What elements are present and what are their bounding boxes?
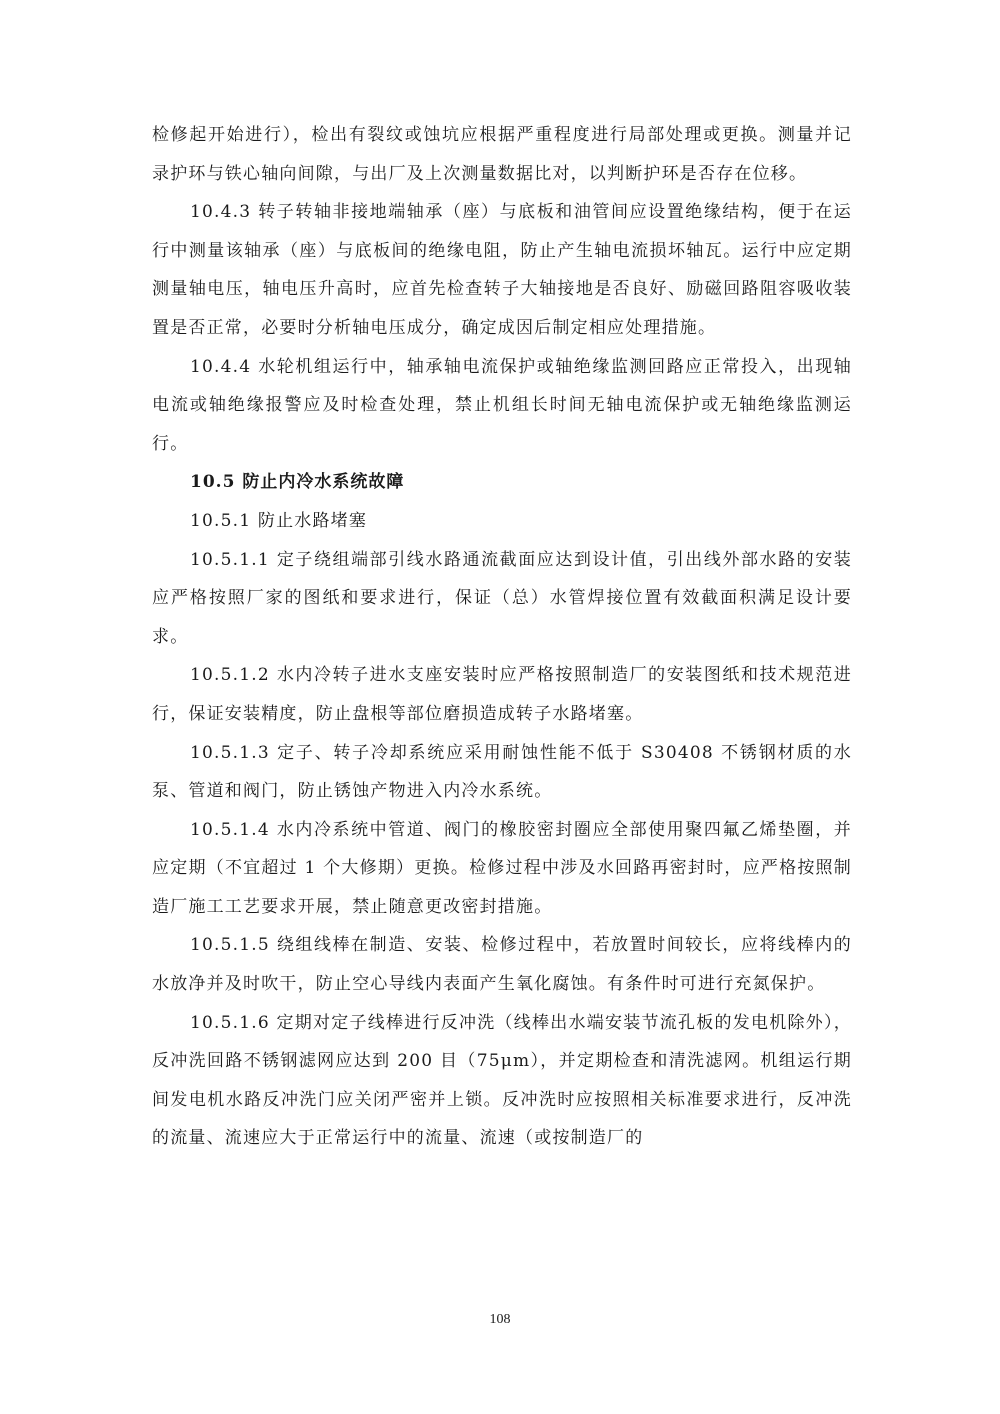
paragraph-10-5-1-4: 10.5.1.4 水内冷系统中管道、阀门的橡胶密封圈应全部使用聚四氟乙烯垫圈，并应定期（不宜超过 1 个大修期）更换。检修过程中涉及水回路再密封时，应严格按照制造厂施工工艺要求开展，禁止随意更改密封措施。	[152, 819, 852, 917]
paragraph-10-5-1-3: 10.5.1.3 定子、转子冷却系统应采用耐蚀性能不低于 S30408 不锈钢材质的水泵、管道和阀门，防止锈蚀产物进入内冷水系统。	[152, 742, 852, 802]
paragraph-10-4-3: 10.4.3 转子转轴非接地端轴承（座）与底板和油管间应设置绝缘结构，便于在运行中测量该轴承（座）与底板间的绝缘电阻，防止产生轴电流损坏轴瓦。运行中应定期测量轴电压，轴电压升高时，应首先检查转子大轴接地是否良好、励磁回路阻容吸收装置是否正常，必要时分析轴电压成分，确定成因后制定相应处理措施。	[152, 202, 852, 338]
page-number: 108	[489, 1312, 511, 1327]
paragraph-10-4-4: 10.4.4 水轮机组运行中，轴承轴电流保护或轴绝缘监测回路应正常投入，出现轴电流或轴绝缘报警应及时检查处理，禁止机组长时间无轴电流保护或无轴绝缘监测运行。	[152, 356, 852, 454]
subsection-heading-10-5-1: 10.5.1 防止水路堵塞	[190, 510, 368, 531]
paragraph-10-5-1-1: 10.5.1.1 定子绕组端部引线水路通流截面应达到设计值，引出线外部水路的安装应严格按照厂家的图纸和要求进行，保证（总）水管焊接位置有效截面积满足设计要求。	[152, 549, 852, 647]
paragraph-continued: 检修起开始进行），检出有裂纹或蚀坑应根据严重程度进行局部处理或更换。测量并记录护环与铁心轴向间隙，与出厂及上次测量数据比对，以判断护环是否存在位移。	[152, 125, 852, 184]
page-body	[152, 116, 852, 1158]
section-heading-10-5: 10.5 防止内冷水系统故障	[190, 472, 405, 493]
paragraph-10-5-1-6: 10.5.1.6 定期对定子线棒进行反冲洗（线棒出水端安装节流孔板的发电机除外），反冲洗回路不锈钢滤网应达到 200 目（75μm），并定期检查和清洗滤网。机组运行期间发电机水路反冲洗门应关闭严密并上锁。反冲洗时应按照相关标准要求进行，反冲洗的流量、流速应大于正常运行中的流量、流速（或按制造厂的	[152, 1012, 852, 1149]
paragraph-10-5-1-5: 10.5.1.5 绕组线棒在制造、安装、检修过程中，若放置时间较长，应将线棒内的水放净并及时吹干，防止空心导线内表面产生氧化腐蚀。有条件时可进行充氮保护。	[152, 935, 852, 995]
paragraph-10-5-1-2: 10.5.1.2 水内冷转子进水支座安装时应严格按照制造厂的安装图纸和技术规范进行，保证安装精度，防止盘根等部位磨损造成转子水路堵塞。	[152, 665, 852, 724]
